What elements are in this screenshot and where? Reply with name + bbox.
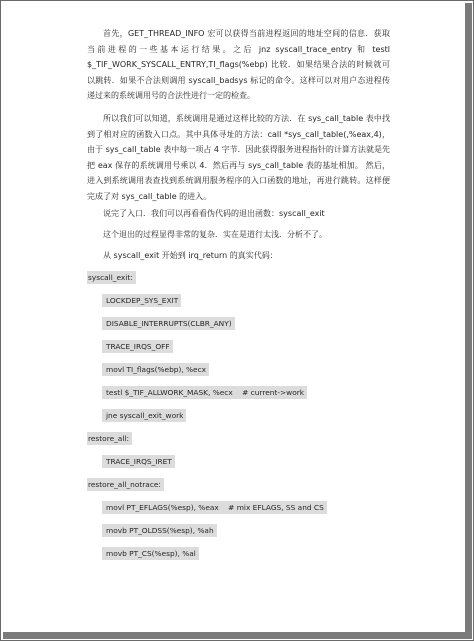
page-shadow-bottom (3, 632, 472, 639)
code-line: movl TI_flags(%ebp), %ecx (87, 363, 390, 376)
sentence-real-code-intro: 从 syscall_exit 开始到 irq_return 的真实代码： (103, 250, 278, 260)
code-line: TRACE_IRQS_OFF (87, 340, 390, 353)
sentence-syscall-exit-intro: 说完了入口．我们可以再看看伪代码的退出函数：syscall_exit (103, 208, 325, 218)
paragraph-sys-call-table: 所以我们可以知道，系统调用是通过这样比较的方法．在 sys_call_table 表中找到了相对应的函数入口点。其中具体寻址的方法：call *sys_call_table(,%eax,4)，由于 sys_call_table 表中每一项占 4 字节．因此获得服务进程指针的计算方法就是先把 eax 保存的系统调用号乘以 4．然后再与 sys_call_table 表的基址相加。 然后，进入到系统调用表查找到系统调用服务程序的入口函数的地址，再进行跳转。这样便完成了对 sys_call_table 的进入。 (87, 113, 390, 201)
code-line: movb PT_CS(%esp), %al (87, 547, 390, 560)
page-shadow-right (465, 3, 472, 639)
code-label-restore-all-notrace: restore_all_notrace: (87, 478, 390, 491)
code-line: testl $_TIF_ALLWORK_MASK, %ecx # current->work (87, 386, 390, 399)
code-line: DISABLE_INTERRUPTS(CLBR_ANY) (87, 317, 390, 330)
assembly-code-block (87, 271, 390, 560)
code-label-restore-all: restore_all: (87, 432, 390, 445)
code-line: LOCKDEP_SYS_EXIT (87, 294, 390, 307)
sentence-complexity-note: 这个退出的过程显得非常的复杂．实在是道行太浅．分析不了。 (103, 229, 327, 239)
code-line: movb PT_OLDSS(%esp), %ah (87, 524, 390, 537)
code-line: jne syscall_exit_work (87, 409, 390, 422)
code-label-syscall-exit: syscall_exit: (87, 271, 390, 284)
paragraph-get-thread-info: 首先，GET_THREAD_INFO 宏可以获得当前进程返回的地址空间的信息．获取当前进程的一些基本运行结果。之后 jnz syscall_trace_entry 和 testl $_TIF_WORK_SYSCALL_ENTRY,TI_flags(%ebp) 比较．如果结果合法的时候就可以跳转．如果不合法则调用 syscall_badsys 标记的命令。这样可以对用户态进程传递过来的系统调用号的合法性进行一定的检查。 (87, 29, 390, 101)
document-body (87, 26, 390, 570)
code-line: TRACE_IRQS_IRET (87, 455, 390, 468)
code-line: movl PT_EFLAGS(%esp), %eax # mix EFLAGS, SS and CS (87, 501, 390, 514)
